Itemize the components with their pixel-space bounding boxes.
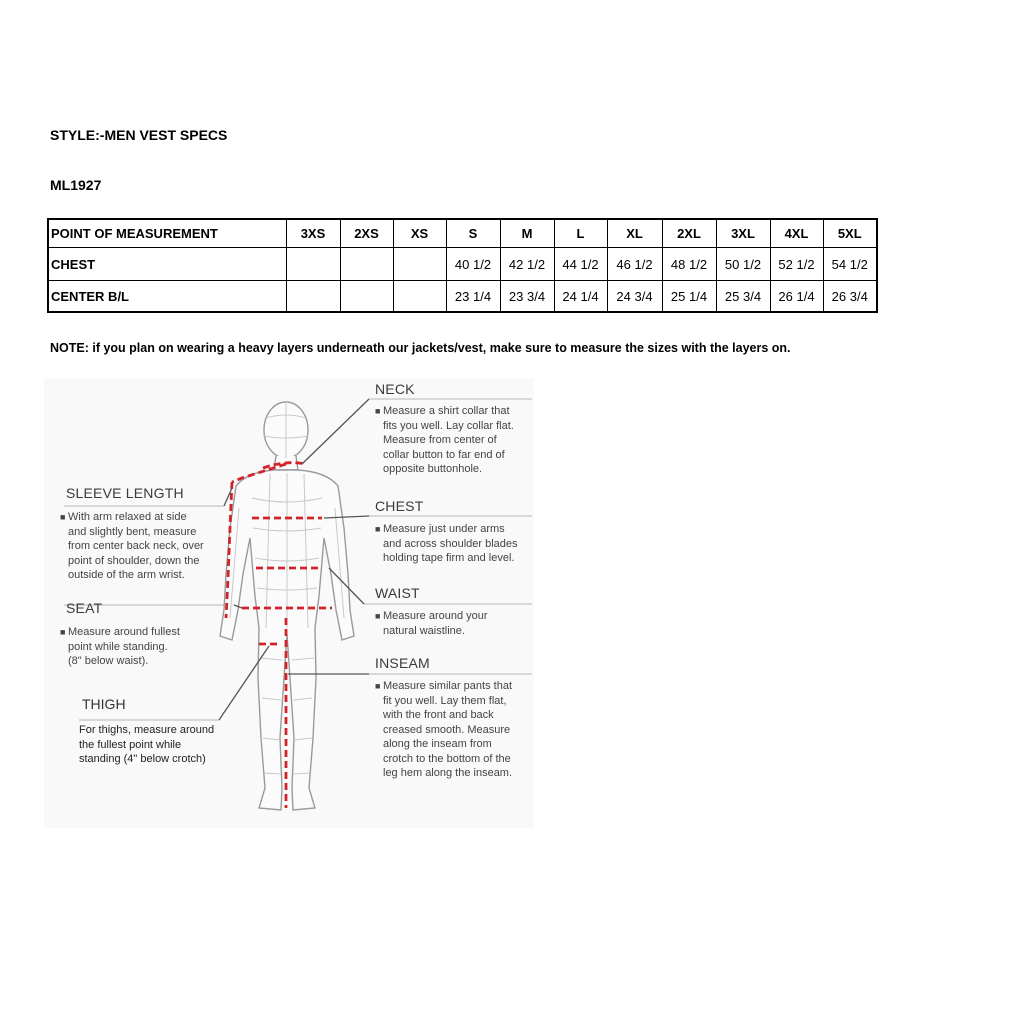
chest-heading: CHEST — [375, 498, 424, 514]
table-cell: 24 3/4 — [607, 281, 662, 313]
text-line: with the front and back — [383, 709, 494, 721]
header-size: 3XL — [716, 219, 770, 248]
table-cell — [340, 248, 393, 281]
text-line: and slightly bent, measure — [68, 525, 197, 538]
table-cell: 26 1/4 — [770, 281, 823, 313]
bullet-icon: ■ — [60, 627, 66, 637]
header-size: S — [446, 219, 500, 248]
table-row-chest — [48, 248, 877, 281]
table-cell: 23 3/4 — [500, 281, 554, 313]
table-cell: 44 1/2 — [554, 248, 607, 281]
measurement-guide — [44, 378, 534, 828]
text-line: Measure similar pants that — [383, 680, 512, 692]
bullet-icon: ■ — [375, 524, 381, 534]
header-size: XS — [393, 219, 446, 248]
table-cell: 48 1/2 — [662, 248, 716, 281]
table-cell — [286, 281, 340, 313]
neck-heading: NECK — [375, 381, 415, 397]
text-line: the fullest point while — [79, 738, 182, 751]
table-cell: 25 3/4 — [716, 281, 770, 313]
table-cell: 54 1/2 — [823, 248, 877, 281]
text-line: standing (4" below crotch) — [79, 753, 206, 765]
text-line: For thighs, measure around — [79, 724, 215, 736]
header-size: 5XL — [823, 219, 877, 248]
table-cell: 24 1/4 — [554, 281, 607, 313]
table-cell: 26 3/4 — [823, 281, 877, 313]
text-line: point while standing. — [68, 640, 168, 653]
text-line: crotch to the bottom of the — [383, 752, 511, 765]
text-line: natural waistline. — [383, 624, 465, 637]
chest-instructions — [375, 522, 518, 566]
bullet-icon: ■ — [375, 611, 381, 621]
style-title: STYLE:-MEN VEST SPECS — [50, 127, 228, 143]
header-size: 2XS — [340, 219, 393, 248]
text-line: from center back neck, over — [68, 540, 204, 552]
table-cell: 50 1/2 — [716, 248, 770, 281]
table-cell: 23 1/4 — [446, 281, 500, 313]
table-cell: 40 1/2 — [446, 248, 500, 281]
text-line: Measure around fullest — [68, 626, 180, 638]
sleeve-length-instructions — [60, 510, 204, 583]
inseam-heading: INSEAM — [375, 655, 430, 671]
table-cell — [393, 248, 446, 281]
style-code: ML1927 — [50, 177, 102, 193]
layering-note: NOTE: if you plan on wearing a heavy layers underneath our jackets/vest, make sure to measure the sizes with the layers on. — [50, 341, 791, 355]
thigh-heading: THIGH — [82, 696, 126, 712]
sleeve-length-heading: SLEEVE LENGTH — [66, 485, 184, 501]
header-size: XL — [607, 219, 662, 248]
text-line: outside of the arm wrist. — [68, 569, 185, 581]
bullet-icon: ■ — [375, 681, 381, 691]
text-line: opposite buttonhole. — [383, 463, 483, 475]
header-size: 3XS — [286, 219, 340, 248]
text-line: leg hem along the inseam. — [383, 767, 513, 779]
table-cell: 42 1/2 — [500, 248, 554, 281]
table-cell — [286, 248, 340, 281]
header-size: 4XL — [770, 219, 823, 248]
text-line: (8" below waist). — [68, 655, 149, 667]
text-line: Measure a shirt collar that — [383, 405, 510, 417]
table-row-center-bl — [48, 281, 877, 313]
row-label: CHEST — [48, 248, 286, 281]
text-line: and across shoulder blades — [383, 537, 518, 550]
row-label: CENTER B/L — [48, 281, 286, 313]
header-size: M — [500, 219, 554, 248]
waist-heading: WAIST — [375, 585, 420, 601]
size-spec-table — [47, 218, 878, 313]
header-point-of-measurement: POINT OF MEASUREMENT — [48, 219, 286, 248]
text-line: creased smooth. Measure — [383, 723, 511, 736]
table-cell: 52 1/2 — [770, 248, 823, 281]
neck-instructions — [375, 404, 514, 477]
text-line: Measure just under arms — [383, 523, 505, 535]
text-line: collar button to far end of — [383, 448, 505, 461]
seat-heading: SEAT — [66, 600, 103, 616]
text-line: point of shoulder, down the — [68, 554, 200, 567]
text-line: fit you well. Lay them flat, — [383, 694, 507, 707]
table-cell: 46 1/2 — [607, 248, 662, 281]
table-cell — [340, 281, 393, 313]
header-size: L — [554, 219, 607, 248]
table-cell: 25 1/4 — [662, 281, 716, 313]
text-line: fits you well. Lay collar flat. — [383, 419, 514, 432]
inseam-instructions — [375, 679, 512, 781]
table-header-row — [48, 219, 877, 248]
thigh-instructions — [79, 723, 214, 767]
text-line: Measure around your — [383, 610, 488, 622]
text-line: along the inseam from — [383, 738, 492, 750]
seat-instructions — [60, 625, 180, 669]
text-line: With arm relaxed at side — [68, 511, 187, 523]
text-line: Measure from center of — [383, 434, 497, 446]
bullet-icon: ■ — [375, 406, 381, 416]
bullet-icon: ■ — [60, 512, 66, 522]
table-cell — [393, 281, 446, 313]
text-line: holding tape firm and level. — [383, 552, 515, 564]
header-size: 2XL — [662, 219, 716, 248]
waist-instructions — [375, 609, 488, 638]
